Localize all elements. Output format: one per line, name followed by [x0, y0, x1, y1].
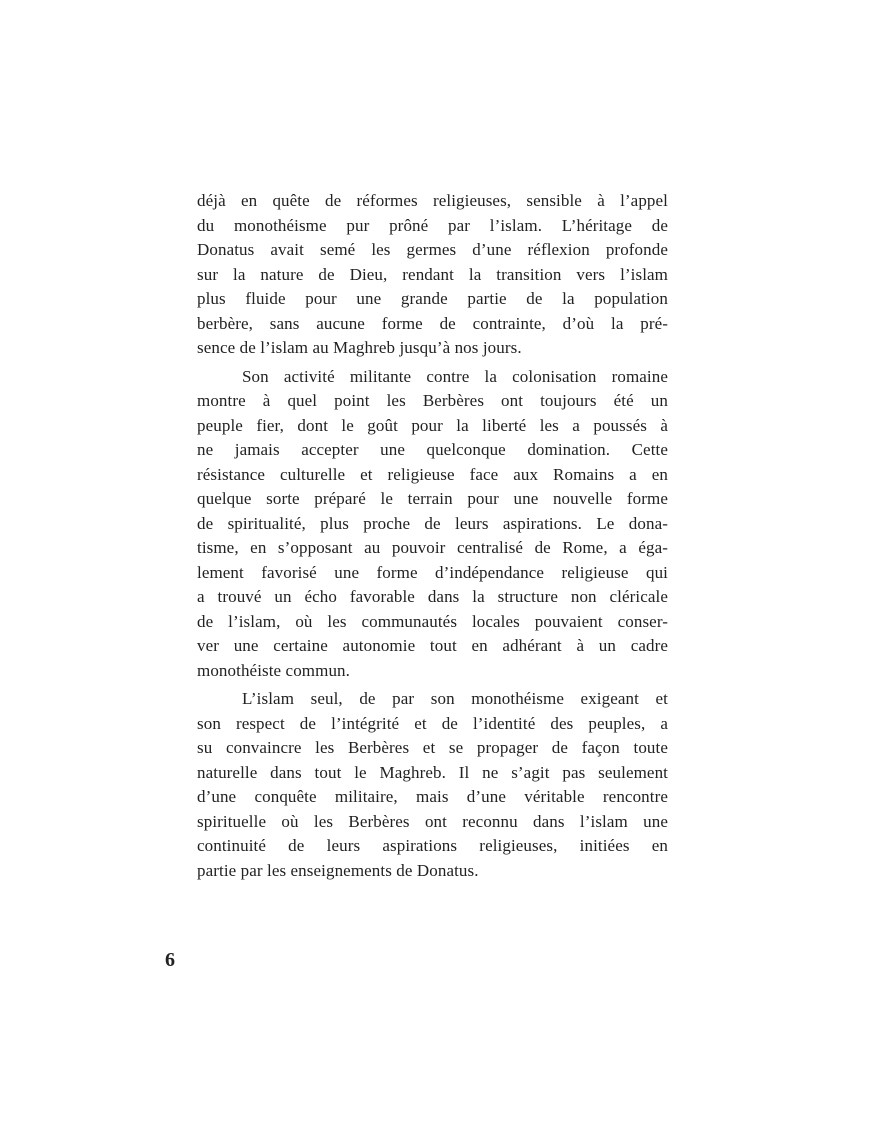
text-line: monothéiste commun. — [197, 660, 350, 680]
paragraph-2 — [197, 365, 668, 684]
text-line: lement favorisé une forme d’indépendance religieuse qui — [197, 562, 668, 582]
page-number: 6 — [165, 949, 175, 971]
text-line: sur la nature de Dieu, rendant la transition vers l’islam — [197, 264, 668, 284]
text-line: ne jamais accepter une quelconque domination. Cette — [197, 440, 668, 459]
text-line: berbère, sans aucune forme de contrainte, d’où la pré- — [197, 313, 668, 333]
paragraph-1 — [197, 189, 668, 361]
paragraph-3 — [197, 687, 668, 883]
text-line: Donatus avait semé les germes d’une réflexion profonde — [197, 240, 668, 259]
text-line: partie par les enseignements de Donatus. — [197, 860, 479, 880]
text-line: déjà en quête de réformes religieuses, sensible à l’appel — [197, 191, 668, 210]
text-line: a trouvé un écho favorable dans la structure non cléricale — [197, 587, 668, 606]
text-line: plus fluide pour une grande partie de la population — [197, 289, 668, 308]
text-line: su convaincre les Berbères et se propager de façon toute — [197, 738, 668, 757]
text-line: du monothéisme pur prôné par l’islam. L’héritage de — [197, 215, 668, 235]
text-line: naturelle dans tout le Maghreb. Il ne s’agit pas seulement — [197, 762, 668, 782]
text-line: d’une conquête militaire, mais d’une véritable rencontre — [197, 787, 668, 806]
text-line: de spiritualité, plus proche de leurs aspirations. Le dona- — [197, 513, 668, 533]
text-line: sence de l’islam au Maghreb jusqu’à nos jours. — [197, 338, 522, 357]
page-text — [197, 189, 668, 883]
text-line: L’islam seul, de par son monothéisme exigeant et — [242, 689, 668, 708]
text-line: de l’islam, où les communautés locales pouvaient conser- — [197, 611, 668, 631]
text-line: continuité de leurs aspirations religieuses, initiées en — [197, 836, 668, 855]
text-line: peuple fier, dont le goût pour la liberté les a poussés à — [197, 415, 668, 435]
text-line: résistance culturelle et religieuse face aux Romains a en — [197, 464, 668, 484]
text-line: montre à quel point les Berbères ont toujours été un — [197, 391, 668, 410]
text-line: ver une certaine autonomie tout en adhérant à un cadre — [197, 636, 668, 655]
text-line: spirituelle où les Berbères ont reconnu dans l’islam une — [197, 811, 668, 831]
text-line: quelque sorte préparé le terrain pour une nouvelle forme — [197, 489, 668, 508]
text-line: tisme, en s’opposant au pouvoir centralisé de Rome, a éga- — [197, 538, 668, 557]
text-line: Son activité militante contre la colonisation romaine — [242, 366, 668, 386]
text-line: son respect de l’intégrité et de l’identité des peuples, a — [197, 713, 668, 733]
